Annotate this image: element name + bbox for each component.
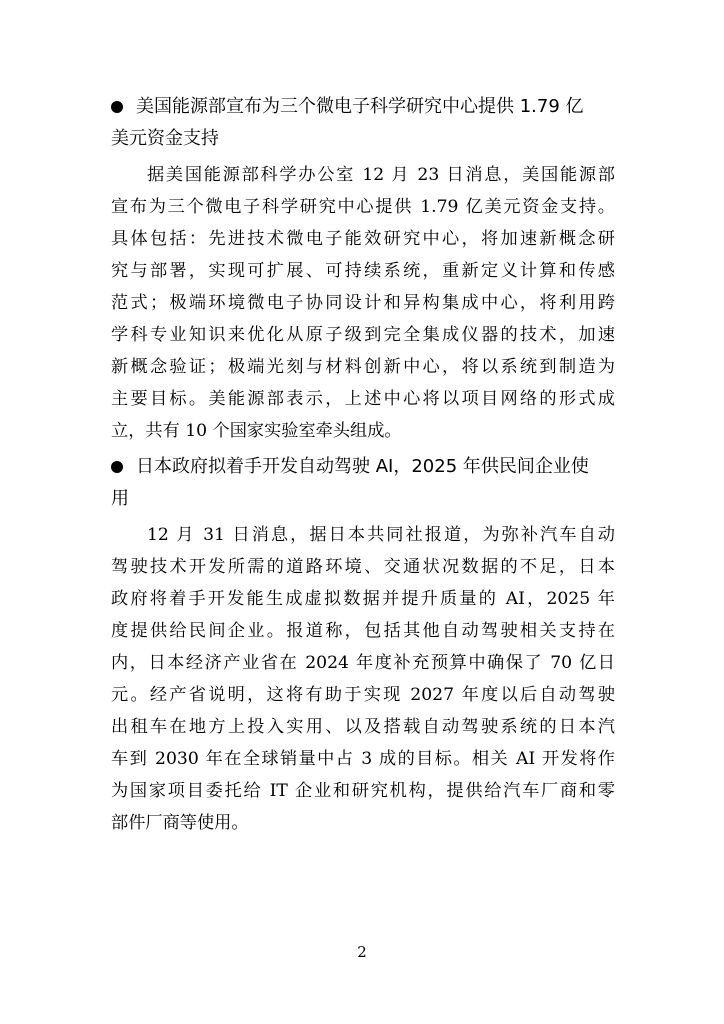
paragraph-line: 为国家项目委托给 IT 企业和研究机构，提供给汽车厂商和零 bbox=[111, 781, 615, 801]
paragraph-line: 立，共有 10 个国家实验室牵头组成。 bbox=[111, 421, 402, 441]
document-body bbox=[111, 91, 615, 843]
bullet-icon bbox=[111, 101, 123, 113]
paragraph-line: 政府将着手开发能生成虚拟数据并提升质量的 AI，2025 年 bbox=[111, 589, 615, 609]
paragraph-line: 具体包括：先进技术微电子能效研究中心，将加速新概念研 bbox=[111, 229, 615, 249]
news-paragraph-1 bbox=[111, 159, 615, 447]
paragraph-line: 元。经产省说明，这将有助于实现 2027 年度以后自动驾驶 bbox=[111, 685, 615, 705]
paragraph-line: 驾驶技术开发所需的道路环境、交通状况数据的不足，日本 bbox=[111, 557, 615, 577]
paragraph-line: 出租车在地方上投入实用、以及搭载自动驾驶系统的日本汽 bbox=[111, 717, 615, 737]
heading-line: 美国能源部宣布为三个微电子科学研究中心提供 1.79 亿 bbox=[136, 96, 584, 117]
paragraph-line: 部件厂商等使用。 bbox=[111, 813, 249, 833]
paragraph-line: 据美国能源部科学办公室 12 月 23 日消息，美国能源部 bbox=[147, 165, 615, 185]
news-heading-2 bbox=[111, 451, 615, 515]
heading-line: 用 bbox=[111, 488, 129, 509]
bullet-icon bbox=[111, 461, 123, 473]
paragraph-line: 新概念验证；极端光刻与材料创新中心，将以系统到制造为 bbox=[111, 357, 615, 377]
news-paragraph-2 bbox=[111, 519, 615, 839]
paragraph-line: 究与部署，实现可扩展、可持续系统，重新定义计算和传感 bbox=[111, 261, 615, 281]
page-number: 2 bbox=[357, 943, 367, 961]
paragraph-line: 学科专业知识来优化从原子级到完全集成仪器的技术，加速 bbox=[111, 325, 615, 345]
paragraph-line: 宣布为三个微电子科学研究中心提供 1.79 亿美元资金支持。 bbox=[111, 197, 615, 217]
heading-line: 美元资金支持 bbox=[111, 128, 219, 149]
paragraph-line: 范式；极端环境微电子协同设计和异构集成中心，将利用跨 bbox=[111, 293, 615, 313]
paragraph-line: 车到 2030 年在全球销量中占 3 成的目标。相关 AI 开发将作 bbox=[111, 749, 615, 769]
heading-line: 日本政府拟着手开发自动驾驶 AI，2025 年供民间企业使 bbox=[136, 456, 589, 477]
paragraph-line: 度提供给民间企业。报道称，包括其他自动驾驶相关支持在 bbox=[111, 621, 615, 641]
news-heading-1 bbox=[111, 91, 615, 155]
paragraph-line: 内，日本经济产业省在 2024 年度补充预算中确保了 70 亿日 bbox=[111, 653, 615, 673]
paragraph-line: 12 月 31 日消息，据日本共同社报道，为弥补汽车自动 bbox=[147, 525, 615, 545]
paragraph-line: 主要目标。美能源部表示，上述中心将以项目网络的形式成 bbox=[111, 389, 615, 409]
